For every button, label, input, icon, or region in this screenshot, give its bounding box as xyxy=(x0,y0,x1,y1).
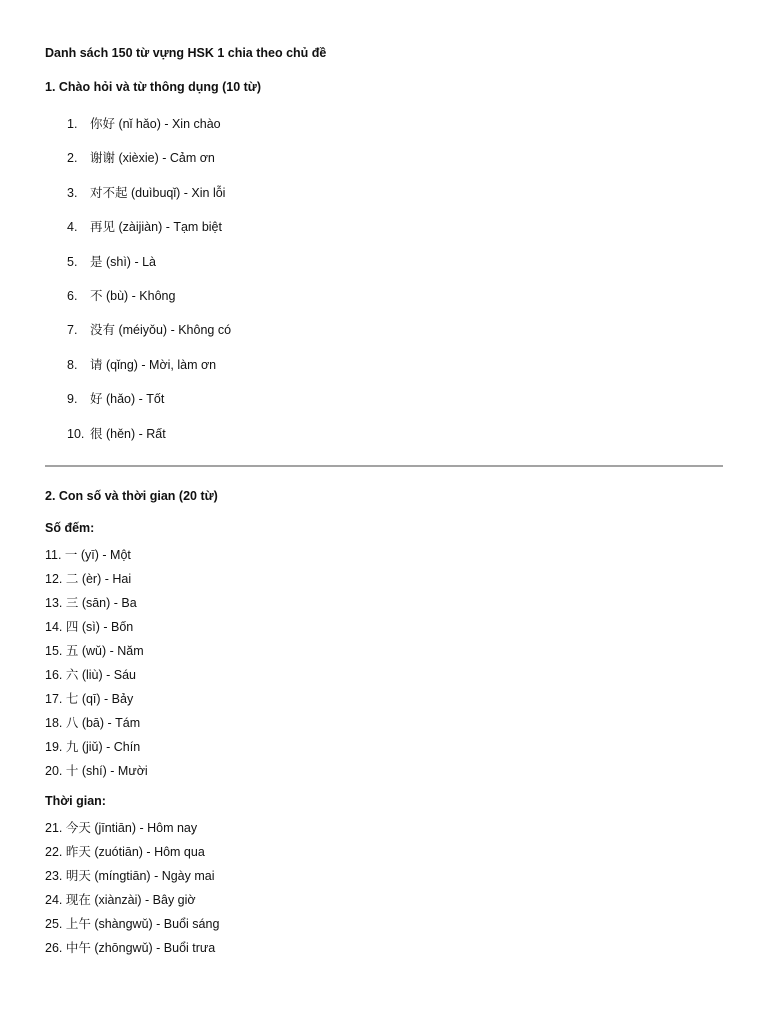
list-item xyxy=(45,389,231,423)
list-item xyxy=(45,252,231,286)
list-item: 19. 九 (jiǔ) - Chín xyxy=(45,740,141,754)
subheading-time: Thời gian: xyxy=(45,794,106,808)
list-item: 24. 现在 (xiànzài) - Bây giờ xyxy=(45,893,196,907)
time-list xyxy=(45,818,219,962)
list-item: 13. 三 (sān) - Ba xyxy=(45,596,137,610)
list-item xyxy=(45,114,231,148)
horizontal-divider xyxy=(45,465,723,467)
list-item-text: 好 (hǎo) - Tốt xyxy=(90,392,165,407)
document-title: Danh sách 150 từ vựng HSK 1 chia theo chủ đề xyxy=(45,46,327,60)
list-item xyxy=(45,320,231,354)
list-item: 12. 二 (èr) - Hai xyxy=(45,572,132,586)
list-item xyxy=(45,183,231,217)
counts-list xyxy=(45,545,148,785)
list-item-number: 4. xyxy=(67,220,78,235)
list-item-text: 很 (hěn) - Rất xyxy=(90,426,166,441)
list-item: 14. 四 (sì) - Bốn xyxy=(45,620,134,634)
list-item-text: 再见 (zàijiàn) - Tạm biệt xyxy=(90,220,222,235)
list-item-number: 3. xyxy=(67,185,78,200)
list-item: 22. 昨天 (zuótiān) - Hôm qua xyxy=(45,845,205,859)
list-item-text: 对不起 (duìbuqǐ) - Xin lỗi xyxy=(90,185,226,200)
list-item-number: 9. xyxy=(67,392,78,407)
list-item xyxy=(45,286,231,320)
list-item: 20. 十 (shí) - Mười xyxy=(45,764,148,778)
list-item: 26. 中午 (zhōngwǔ) - Buổi trưa xyxy=(45,941,216,955)
greetings-list xyxy=(45,114,231,458)
list-item xyxy=(45,217,231,251)
list-item: 16. 六 (liù) - Sáu xyxy=(45,668,137,682)
list-item: 25. 上午 (shàngwǔ) - Buổi sáng xyxy=(45,917,220,931)
list-item-text: 是 (shì) - Là xyxy=(90,254,156,269)
list-item: 11. 一 (yī) - Một xyxy=(45,548,131,562)
list-item-number: 8. xyxy=(67,357,78,372)
list-item-number: 1. xyxy=(67,117,78,131)
list-item-number: 5. xyxy=(67,254,78,269)
list-item-number: 2. xyxy=(67,151,78,166)
list-item: 15. 五 (wǔ) - Năm xyxy=(45,644,144,658)
list-item: 23. 明天 (míngtiān) - Ngày mai xyxy=(45,869,215,883)
list-item-number: 7. xyxy=(67,323,78,338)
list-item-text: 不 (bù) - Không xyxy=(90,288,176,303)
subheading-counts: Số đếm: xyxy=(45,521,95,535)
section-heading-numbers-time: 2. Con số và thời gian (20 từ) xyxy=(45,489,218,503)
list-item-text: 你好 (nǐ hǎo) - Xin chào xyxy=(90,117,221,131)
section-heading-greetings: 1. Chào hỏi và từ thông dụng (10 từ) xyxy=(45,80,262,94)
list-item xyxy=(45,355,231,389)
list-item-number: 6. xyxy=(67,288,78,303)
list-item: 17. 七 (qī) - Bảy xyxy=(45,692,134,706)
list-item-number: 10. xyxy=(67,426,85,441)
list-item-text: 谢谢 (xièxie) - Cảm ơn xyxy=(90,151,215,166)
list-item: 18. 八 (bā) - Tám xyxy=(45,716,141,730)
list-item-text: 没有 (méiyǒu) - Không có xyxy=(90,323,232,338)
list-item xyxy=(45,424,231,458)
list-item: 21. 今天 (jīntiān) - Hôm nay xyxy=(45,821,198,835)
list-item xyxy=(45,148,231,182)
list-item-text: 请 (qǐng) - Mời, làm ơn xyxy=(90,357,217,372)
